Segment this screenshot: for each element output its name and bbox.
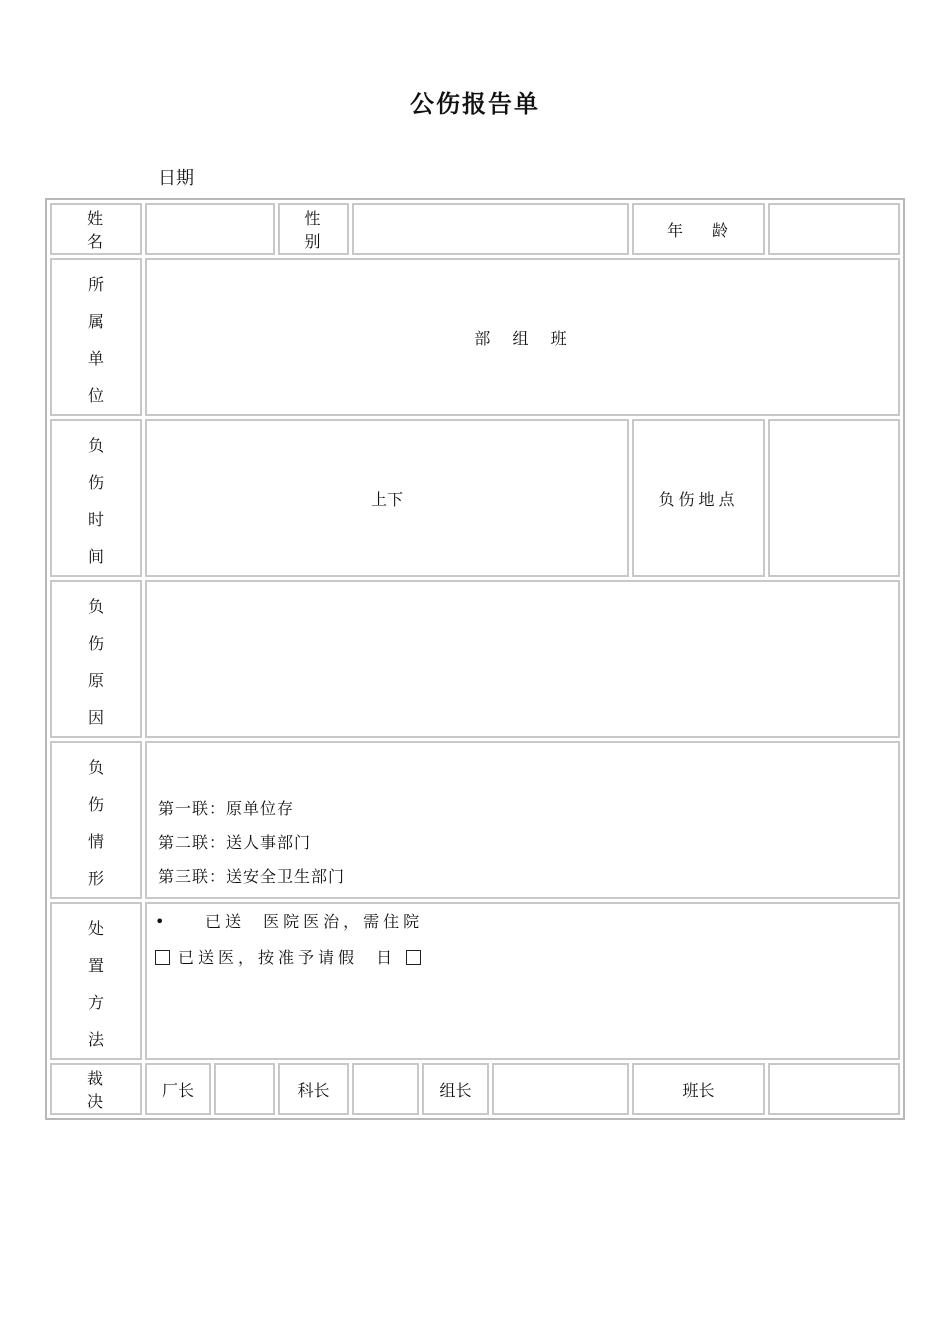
row-verdict — [50, 1063, 900, 1115]
section-head-label: 科长 — [278, 1063, 349, 1115]
gender-label: 性 别 — [278, 203, 349, 255]
footnote-copy-3: 第三联：送安全卫生部门 — [158, 867, 346, 886]
group-head-field[interactable] — [492, 1063, 629, 1115]
injury-cause-label: 负 伤 原 因 — [50, 580, 142, 738]
injury-time-label: 负 伤 时 间 — [50, 419, 142, 577]
injury-location-field[interactable] — [768, 419, 900, 577]
bullet-icon: • — [155, 912, 169, 931]
section-head-field[interactable] — [352, 1063, 419, 1115]
unit-label: 所 属 单 位 — [50, 258, 142, 416]
row-injury-time — [50, 419, 900, 577]
copy-distribution-notes — [158, 792, 345, 894]
row-disposal — [50, 902, 900, 1060]
injury-report-form — [45, 198, 905, 1120]
unit-field[interactable]: 部 组 班 — [145, 258, 900, 416]
age-label: 年 龄 — [632, 203, 765, 255]
disposal-option-leave — [155, 940, 892, 976]
injury-location-label: 负伤地点 — [632, 419, 765, 577]
checkbox-icon[interactable] — [406, 950, 421, 965]
factory-head-field[interactable] — [214, 1063, 275, 1115]
team-head-label: 班长 — [632, 1063, 765, 1115]
verdict-label: 裁 决 — [50, 1063, 142, 1115]
gender-field[interactable] — [352, 203, 629, 255]
injury-time-field[interactable]: 上下 — [145, 419, 629, 577]
footnote-copy-1: 第一联：原单位存 — [158, 799, 295, 818]
team-head-field[interactable] — [768, 1063, 900, 1115]
disposal-option-hospitalize-text: 已送 医院医治，需住院 — [205, 912, 424, 931]
age-field[interactable] — [768, 203, 900, 255]
row-injury-cause — [50, 580, 900, 738]
disposal-option-hospitalize — [155, 904, 892, 940]
disposal-field — [145, 902, 900, 1060]
factory-head-label: 厂长 — [145, 1063, 211, 1115]
injury-situation-label: 负 伤 情 形 — [50, 741, 142, 899]
disposal-option-leave-text: 已送医，按准予请假 日 — [178, 948, 397, 967]
name-label: 姓 名 — [50, 203, 142, 255]
checkbox-icon[interactable] — [155, 950, 170, 965]
name-field[interactable] — [145, 203, 275, 255]
row-unit — [50, 258, 900, 416]
injury-cause-field[interactable] — [145, 580, 900, 738]
date-label: 日期 — [158, 168, 194, 189]
group-head-label: 组长 — [422, 1063, 489, 1115]
footnote-copy-2: 第二联：送人事部门 — [158, 833, 312, 852]
document-title: 公伤报告单 — [410, 89, 540, 118]
disposal-label: 处 置 方 法 — [50, 902, 142, 1060]
row-personal-info — [50, 203, 900, 255]
